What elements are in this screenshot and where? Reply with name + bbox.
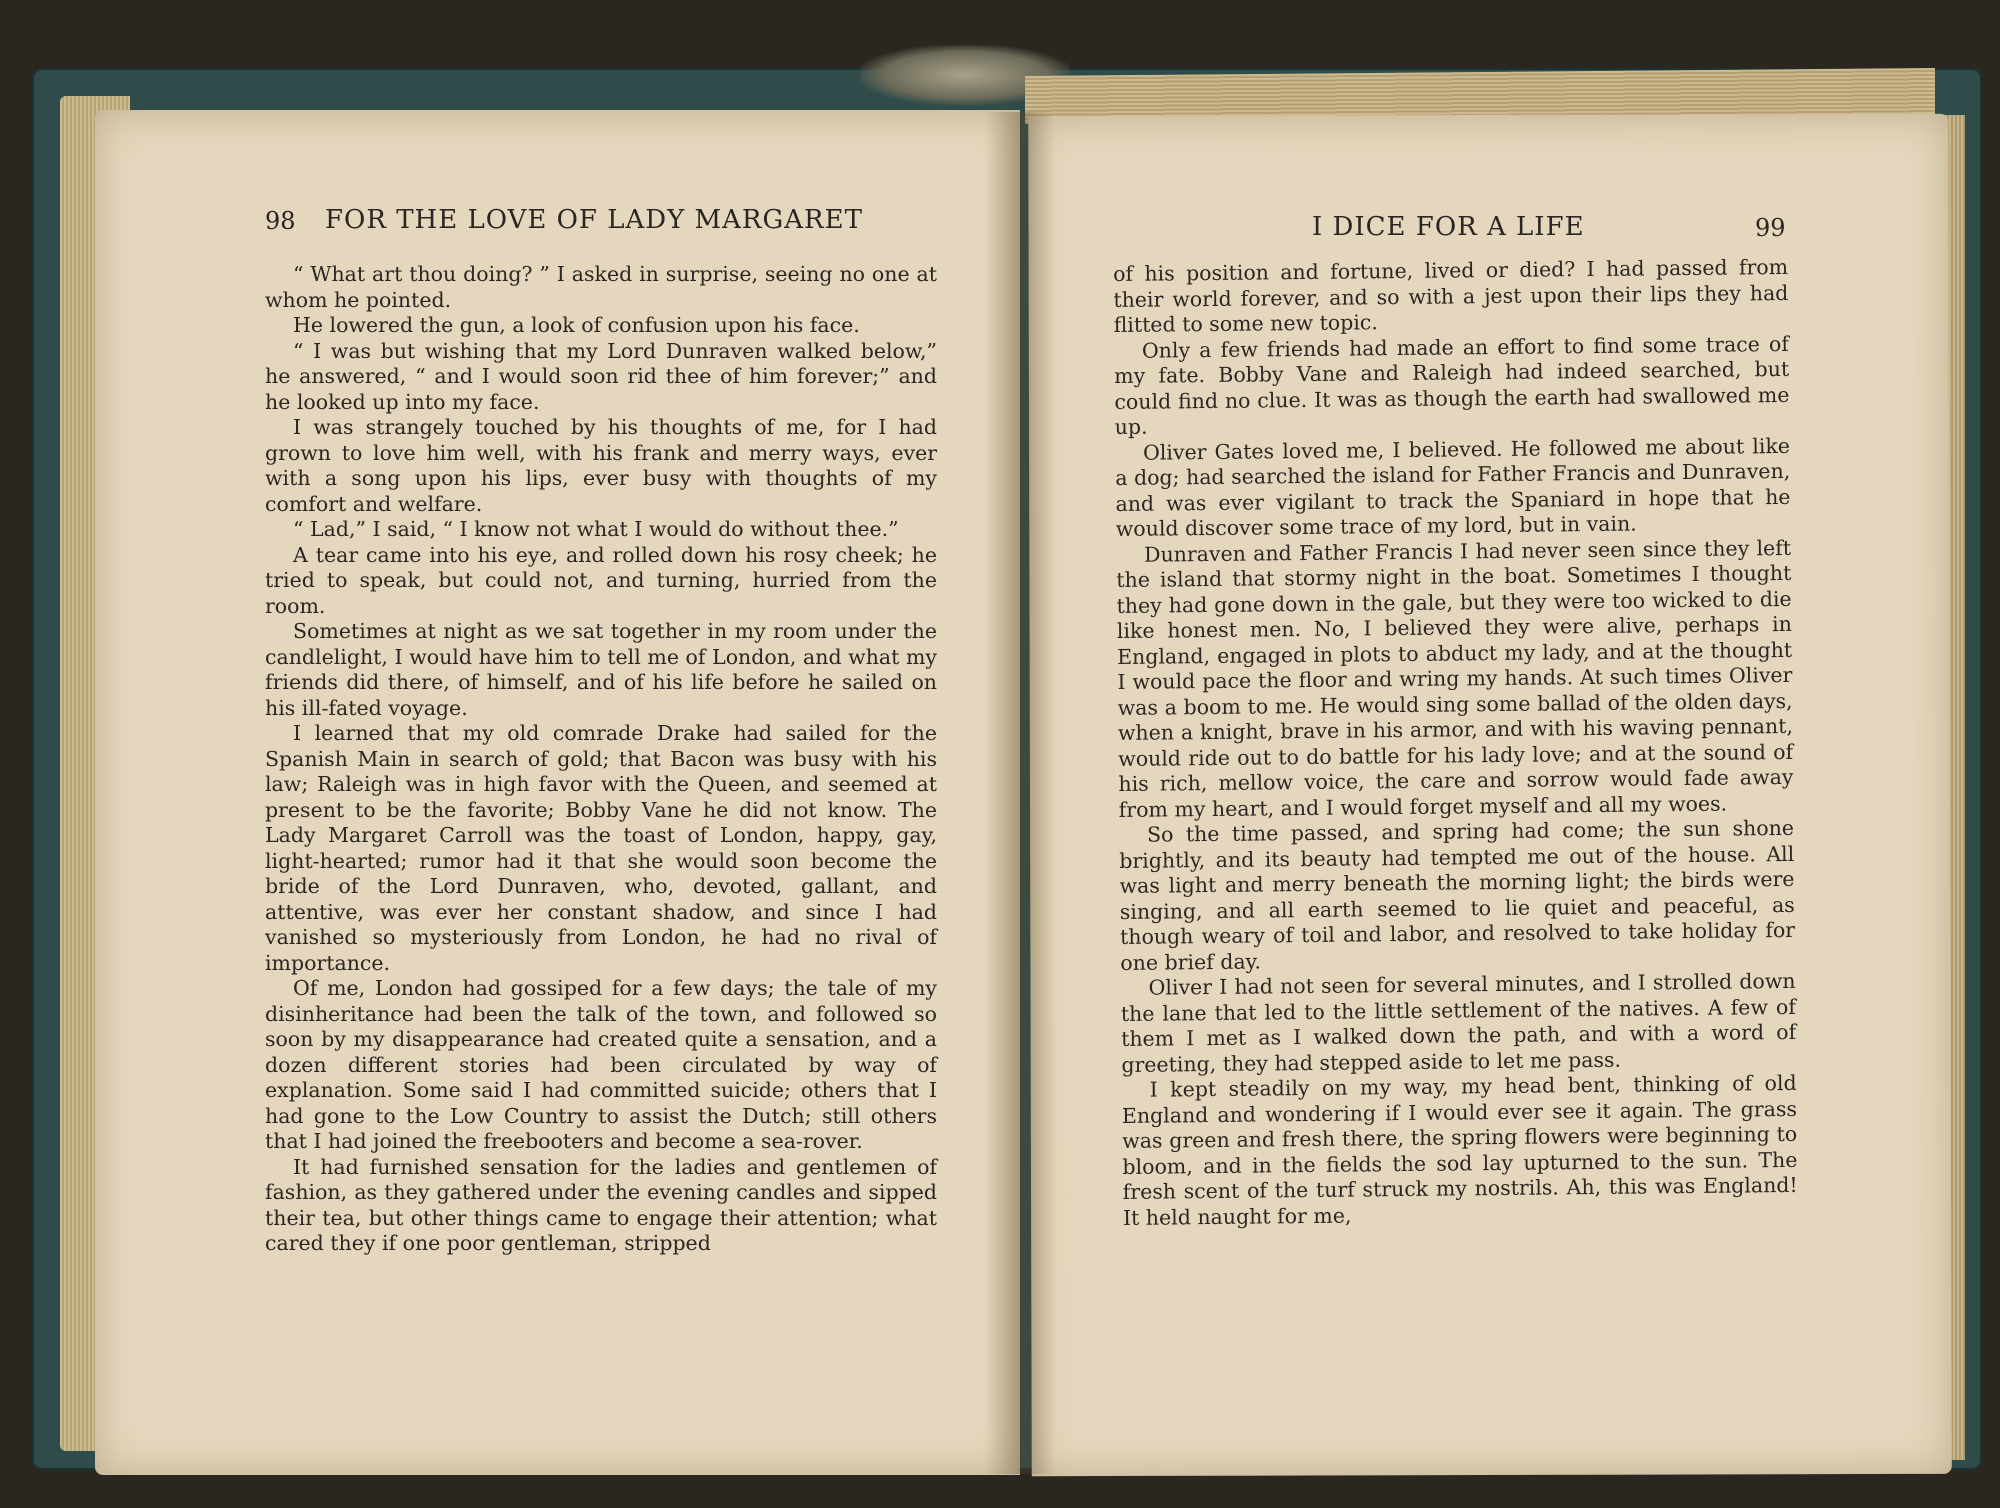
- paragraph: I was strangely touched by his thoughts of me, for I had grown to love him well, with his frank and merry ways, ever with a song upon his lips, ever busy with thoughts of my comfort and welfare.: [265, 415, 937, 516]
- book-gutter: [985, 112, 1055, 1474]
- paragraph: “ Lad,” I said, “ I know not what I would do without thee.”: [293, 517, 899, 541]
- left-page-text: [265, 262, 937, 1257]
- paragraph: I kept steadily on my way, my head bent, thinking of old England and wondering if I would ever see it again. The grass was green and fresh there, the spring flowers were beginning to bloom, and in the fields the sod lay upturned to the sun. The fresh scent of the turf struck my nostrils. Ah, this was England! It held naught for me,: [1121, 1070, 1798, 1230]
- paragraph: So the time passed, and spring had come; the sun shone brightly, and its beauty had tempted me out of the house. All was light and merry beneath the morning light; the birds were singing, and all earth seemed to lie quiet and peaceful, as though weary of toil and labor, and resolved to take holiday for one brief day.: [1119, 815, 1796, 975]
- right-running-head: I DICE FOR A LIFE: [1312, 212, 1585, 242]
- paragraph: Only a few friends had made an effort to find some trace of my fate. Bobby Vane and Raleigh had indeed searched, but could find no clue. It was as though the earth had swallowed me up.: [1114, 331, 1790, 439]
- paragraph: of his position and fortune, lived or died? I had passed from their world forever, and so with a jest upon their lips they had flitted to some new topic.: [1113, 254, 1789, 337]
- paragraph: Dunraven and Father Francis I had never seen since they left the island that stormy night in the boat. Sometimes I thought they had gone down in the gale, but they were too wicked to die like honest men. No, I believed they were alive, perhaps in England, engaged in plots to abduct my lady, and at the thought I would pace the floor and wring my hands. At such times Oliver was a boom to me. He would sing some ballad of the olden days, when a knight, brave in his armor, and with his waving pennant, would ride out to do battle for his lady love; and at the sound of his rich, mellow voice, the care and sorrow would fade away from my heart, and I would forget myself and all my woes.: [1116, 535, 1794, 822]
- paragraph: Oliver Gates loved me, I believed. He followed me about like a dog; had searched the island for Father Francis and Dunraven, and was ever vigilant to track the Spaniard in hope that he would discover some trace of my lord, but in vain.: [1115, 433, 1791, 541]
- right-page-number: 99: [1755, 214, 1786, 242]
- paragraph: “ What art thou doing? ” I asked in surprise, seeing no one at whom he pointed.: [265, 262, 937, 312]
- paragraph: Oliver I had not seen for several minutes, and I strolled down the lane that led to the little settlement of the natives. A few of them I met as I walked down the path, and with a word of greeting, they had stepped aside to let me pass.: [1120, 968, 1797, 1077]
- paragraph: He lowered the gun, a look of confusion upon his face.: [293, 313, 860, 337]
- paragraph: A tear came into his eye, and rolled down his rosy cheek; he tried to speak, but could not, and turning, hurried from the room.: [265, 542, 937, 618]
- paragraph: I learned that my old comrade Drake had sailed for the Spanish Main in search of gold; that Bacon was busy with his law; Raleigh was in high favor with the Queen, and seemed at present to be the favorite; Bobby Vane he did not know. The Lady Margaret Carroll was the toast of London, happy, gay, light-hearted; rumor had it that she would soon become the bride of the Lord Dunraven, who, devoted, gallant, and attentive, was ever her constant shadow, and since I had vanished so mysteriously from London, he had no rival of importance.: [265, 721, 937, 975]
- left-page-number: 98: [265, 207, 296, 235]
- paragraph: Sometimes at night as we sat together in my room under the candlelight, I would have him to tell me of London, and what my friends did there, of himself, and of his life before he sailed on his ill-fated voyage.: [265, 619, 937, 720]
- right-page-text: [1113, 255, 1798, 1231]
- paragraph: “ I was but wishing that my Lord Dunraven walked below,” he answered, “ and I would soon rid thee of him forever;” and he looked up into my face.: [265, 338, 937, 414]
- paragraph: It had furnished sensation for the ladies and gentlemen of fashion, as they gathered under the evening candles and sipped their tea, but other things came to engage their attention; what cared they if one poor gentleman, stripped: [265, 1154, 937, 1255]
- paragraph: Of me, London had gossiped for a few days; the tale of my disinheritance had been the talk of the town, and followed so soon by my disappearance had created quite a sensation, and a dozen different stories had been circulated by way of explanation. Some said I had committed suicide; others that I had gone to the Low Country to assist the Dutch; still others that I had joined the freebooters and become a sea-rover.: [265, 976, 937, 1153]
- left-running-head: FOR THE LOVE OF LADY MARGARET: [325, 205, 863, 235]
